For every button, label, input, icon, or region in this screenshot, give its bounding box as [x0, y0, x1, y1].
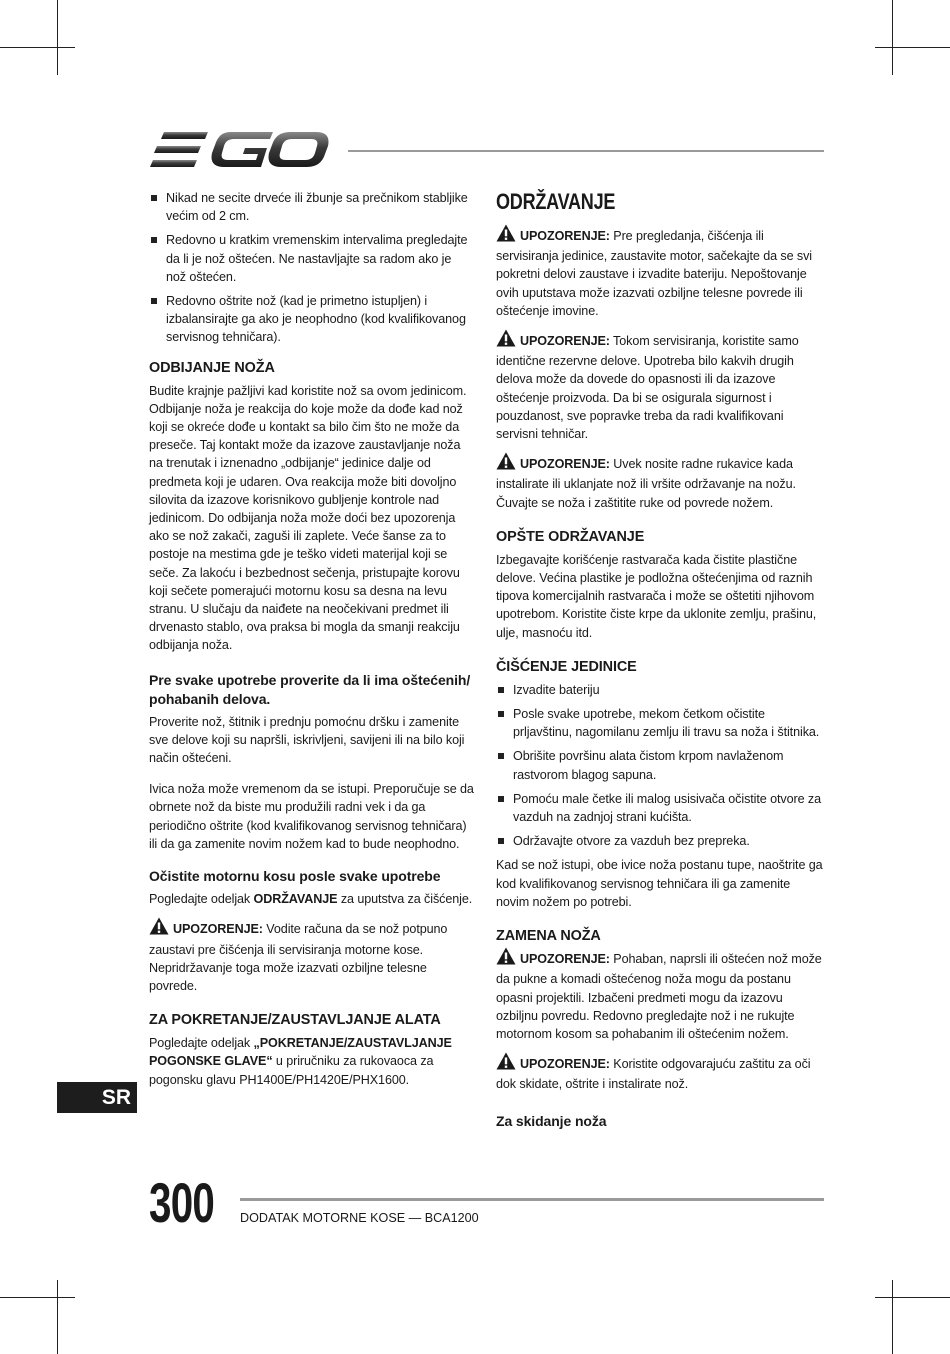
list-item: Posle svake upotrebe, mekom četkom očistite prljavštinu, nagomilanu zemlju ili travu sa noža i štitnika.	[496, 705, 826, 741]
clean-heading: Očistite motornu kosu posle svake upotrebe	[149, 868, 441, 885]
warning-label: UPOZORENJE:	[520, 334, 610, 349]
crop-mark	[892, 0, 893, 75]
list-item: Održavajte otvore za vazduh bez prepreka.	[496, 832, 826, 850]
list-item: Obrišite površinu alata čistom krpom navlaženom rastvorom blagog sapuna.	[496, 747, 826, 783]
clean-warning-text: Vodite računa da se nož potpuno zaustavi pre čišćenja ili servisiranja motorne kose. Nepridržavanje toga može izazvati ozbiljne telesne povrede.	[149, 922, 448, 993]
list-item: Pomoću male četke ili malog usisivača očistite otvore za vazduh na zadnjoj strani kućišta.	[496, 790, 826, 826]
warning-icon	[496, 1052, 516, 1075]
kickback-text: Budite krajnje pažljivi kad koristite nož sa ovom jedinicom. Odbijanje noža je reakcija do koje može da dođe kad nož koji se okreće dođe u kontakt sa bilo čim što ne može da preseče. Taj kontakt može da izazove zaustavljanje noža na trenutak i iznenadno „odbijanje“ jedinice dalje od predmeta koji je udaren. Ova reakcija može biti dovoljno silovita da izazove korisnikovo gubljenje kontrole nad jedinicom. Do odbijanja noža može doći bez upozorenja ako se nož zakači, zaguši ili zaplete. Veće šanse za to postoje na mestima gde je teško videti materijal koji se seče. Za lakoću i bezbednost sečenja, pristupajte korovu koji sečete pomerajući motornu kosu sa desna na levu stranu. U slučaju da naiđete na neočekivani predmet ili drvenasto stablo, ova praksa bi mogla da smanji reakciju odbijanja noža.	[149, 383, 467, 653]
warning-text: Tokom servisiranja, koristite samo identične rezervne delove. Upotreba bilo kakvih drugih delova može da dovede do opasnosti ili da izazove oštećenje proizvoda. Da bi se osigurala sigurnost i pouzdanost, sve popravke treba da radi kvalifikovani servisni tehničar.	[496, 334, 799, 442]
crop-mark	[875, 1297, 950, 1298]
startstop-text	[149, 1034, 474, 1089]
language-tab: SR	[57, 1082, 137, 1113]
list-item: Nikad ne secite drveće ili žbunje sa prečnikom stabljike većim od 2 cm.	[149, 189, 474, 225]
maintenance-warning-3	[496, 452, 826, 512]
maintenance-title: ODRŽAVANJE	[496, 189, 616, 214]
cleaning-text: Kad se nož istupi, obe ivice noža postanu tupe, naoštrite ga kod kvalifikovanog servisnog tehničara ili ga zamenite novim nožem po potrebi.	[496, 858, 823, 909]
crop-mark	[57, 0, 58, 75]
maintenance-warning-1	[496, 224, 826, 320]
warning-icon	[496, 329, 516, 352]
footer-rule	[240, 1198, 824, 1201]
kickback-heading: ODBIJANJE NOŽA	[149, 359, 275, 376]
clean-text-pre: Pogledajte odeljak	[149, 892, 254, 907]
warning-text: Pre pregledanja, čišćenja ili servisiranja jedinice, zaustavite motor, sačekajte da se svi pokretni delovi zaustave i izvadite bateriju. Nepoštovanje ovih uputstava može izazvati ozbiljne telesne povrede ili oštećenje imovine.	[496, 229, 812, 318]
crop-mark	[875, 47, 950, 48]
list-item: Redovno u kratkim vremenskim intervalima pregledajte da li je nož oštećen. Ne nastavljajte sa radom ako je nož oštećen.	[149, 231, 474, 286]
crop-mark	[0, 1297, 75, 1298]
header-rule	[348, 150, 824, 152]
warning-icon	[496, 224, 516, 247]
right-column	[496, 189, 826, 1135]
check-heading: Pre svake upotrebe proverite da li ima oštećenih/ pohabanih delova.	[149, 671, 471, 707]
crop-mark	[57, 1280, 58, 1354]
warning-text: Pohaban, naprsli ili oštećen nož može da pukne a komadi oštećenog noža mogu da postanu opasni projektili. Izbačeni predmeti mogu da izazovu ozbiljnu povredu. Redovno pregledajte nož i ne rukujte motornom kosom sa pohabanim ili oštećenim nožem.	[496, 952, 822, 1041]
blade-replace-warning-2	[496, 1052, 826, 1093]
startstop-heading: ZA POKRETANJE/ZAUSTAVLJANJE ALATA	[149, 1012, 441, 1029]
page-number: 300	[149, 1171, 215, 1234]
startstop-text-post: u priručniku za rukovaoca za pogonsku glavu PH1400E/PH1420E/PHX1600.	[149, 1054, 434, 1087]
warning-icon	[496, 452, 516, 475]
maintenance-warning-2	[496, 329, 826, 443]
clean-text-post: za uputstva za čišćenje.	[337, 892, 473, 907]
crop-mark	[892, 1280, 893, 1354]
warning-icon	[149, 917, 169, 940]
clean-text-bold: ODRŽAVANJE	[253, 892, 338, 907]
footer-title: DODATAK MOTORNE KOSE — BCA1200	[240, 1211, 479, 1225]
general-maintenance-heading: OPŠTE ODRŽAVANJE	[496, 528, 645, 545]
cleaning-bullet-list	[496, 681, 826, 851]
blade-replace-heading: ZAMENA NOŽA	[496, 928, 601, 945]
warning-text: Koristite odgovarajuću zaštitu za oči dok skidate, oštrite i instalirate nož.	[496, 1057, 811, 1092]
remove-blade-heading: Za skidanje noža	[496, 1112, 607, 1129]
list-item: Izvadite bateriju	[496, 681, 826, 699]
list-item: Redovno oštrite nož (kad je primetno istupljen) i izbalansirajte ga ako je neophodno (kod kvalifikovanog servisnog tehničara).	[149, 292, 474, 347]
safety-bullet-list	[149, 189, 474, 347]
startstop-text-bold: „POKRETANJE/ZAUSTAVLJANJE POGONSKE GLAVE“	[149, 1036, 452, 1069]
cleaning-heading: ČIŠĆENJE JEDINICE	[496, 658, 637, 675]
warning-icon	[496, 947, 516, 970]
clean-warning	[149, 917, 474, 995]
warning-label: UPOZORENJE:	[520, 952, 610, 967]
warning-label: UPOZORENJE:	[520, 229, 610, 243]
crop-mark	[0, 47, 75, 48]
startstop-text-pre: Pogledajte odeljak	[149, 1036, 254, 1051]
check-text-2: Ivica noža može vremenom da se istupi. Preporučuje se da obrnete nož da biste mu produžili radni vek i da ga periodično oštrite (kod kvalifikovanog servisnog tehničara) ili da ga zamenite novim nožem kad to bude neophodno.	[149, 782, 474, 851]
warning-label: UPOZORENJE:	[520, 457, 610, 472]
warning-text: Uvek nosite radne rukavice kada instalirate ili uklanjate nož ili vršite održavanje na nožu. Čuvajte se noža i zaštitite ruke od povrede nožem.	[496, 457, 796, 510]
left-column	[149, 189, 474, 1098]
blade-replace-warning-1	[496, 947, 826, 1043]
warning-label: UPOZORENJE:	[173, 922, 263, 937]
warning-label: UPOZORENJE:	[520, 1057, 610, 1072]
clean-text	[149, 890, 474, 908]
general-maintenance-text: Izbegavajte korišćenje rastvarača kada čistite plastične delove. Većina plastike je podložna oštećenjima od raznih tipova komercijalnih rastvarača i može se oštetiti njihovom upotrebom. Koristite čiste krpe da uklonite zemlju, prašinu, ulje, masnoću itd.	[496, 552, 817, 640]
check-text-1: Proverite nož, štitnik i prednju pomoćnu dršku i zamenite sve delove koji su napršli, iskrivljeni, savijeni ili na bilo koji način oštećeni.	[149, 714, 465, 766]
ego-logo	[150, 129, 330, 176]
